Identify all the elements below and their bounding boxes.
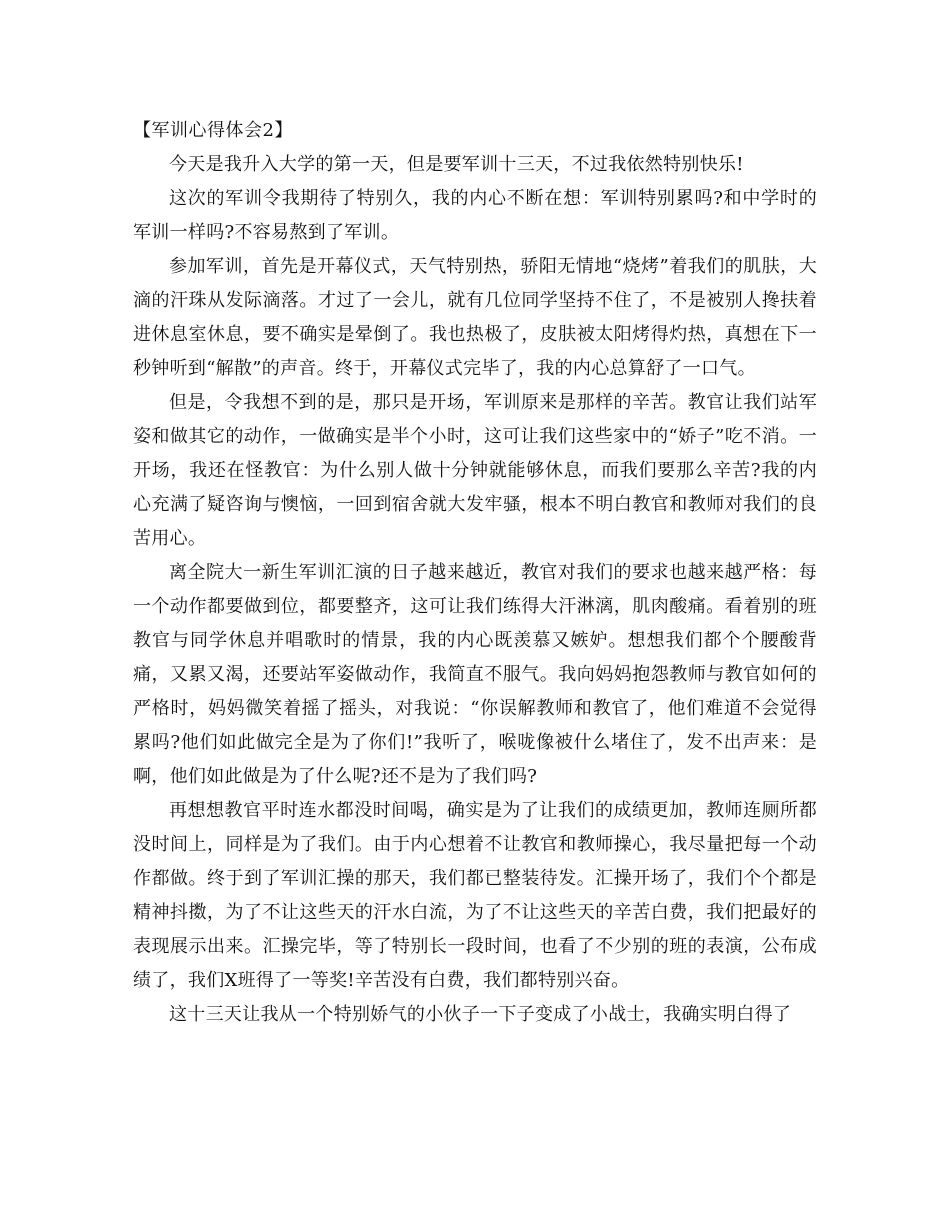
paragraph-3: 参加军训，首先是开幕仪式，天气特别热，骄阳无情地“烧烤”着我们的肌肤，大滴的汗珠从发际滴落。才过了一会儿，就有几位同学坚持不住了，不是被别人搀扶着进休息室休息，要不确实是晕倒了。我也热极了，皮肤被太阳烤得灼热，真想在下一秒钟听到“解散”的声音。终于，开幕仪式完毕了，我的内心总算舒了一口气。 — [133, 256, 817, 379]
paragraph-1: 今天是我升入大学的第一天，但是要军训十三天，不过我依然特别快乐! — [169, 154, 744, 175]
paragraph-5: 离全院大一新生军训汇演的日子越来越近，教官对我们的要求也越来越严格：每一个动作都要做到位，都要整齐，这可让我们练得大汗淋漓，肌肉酸痛。看着别的班教官与同学休息并唱歌时的情景，我的内心既羡慕又嫉妒。想想我们都个个腰酸背痛，又累又渴，还要站军姿做动作，我简直不服气。我向妈妈抱怨教师与教官如何的严格时，妈妈微笑着摇了摇头，对我说：“你误解教师和教官了，他们难道不会觉得累吗?他们如此做完全是为了你们!”我听了，喉咙像被什么堵住了，发不出声来：是啊，他们如此做是为了什么呢?还不是为了我们吗? — [133, 562, 817, 787]
section-heading: 【军训心得体会2】 — [133, 120, 293, 141]
document-body — [133, 114, 817, 1032]
paragraph-7: 这十三天让我从一个特别娇气的小伙子一下子变成了小战士，我确实明白得了 — [169, 1004, 792, 1025]
paragraph-4: 但是，令我想不到的是，那只是开场，军训原来是那样的辛苦。教官让我们站军姿和做其它的动作，一做确实是半个小时，这可让我们这些家中的“娇子”吃不消。一开场，我还在怪教官：为什么别人做十分钟就能够休息，而我们要那么辛苦?我的内心充满了疑咨询与懊恼，一回到宿舍就大发牢骚，根本不明白教官和教师对我们的良苦用心。 — [133, 392, 817, 549]
paragraph-2: 这次的军训令我期待了特别久，我的内心不断在想：军训特别累吗?和中学时的军训一样吗?不容易熬到了军训。 — [133, 188, 817, 243]
paragraph-6: 再想想教官平时连水都没时间喝，确实是为了让我们的成绩更加，教师连厕所都没时间上，同样是为了我们。由于内心想着不让教官和教师操心，我尽量把每一个动作都做。终于到了军训汇操的那天，我们都已整装待发。汇操开场了，我们个个都是精神抖擞，为了不让这些天的汗水白流，为了不让这些天的辛苦白费，我们把最好的表现展示出来。汇操完毕，等了特别长一段时间，也看了不少别的班的表演，公布成绩了，我们X班得了一等奖!辛苦没有白费，我们都特别兴奋。 — [133, 800, 817, 991]
